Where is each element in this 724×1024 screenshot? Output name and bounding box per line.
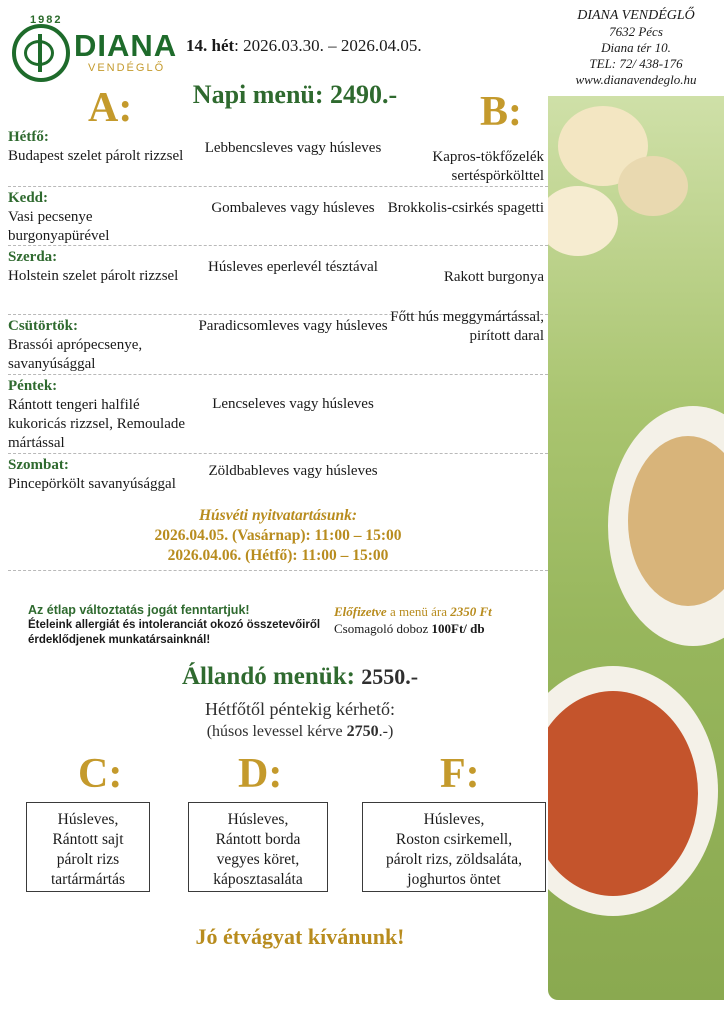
day-row [8,309,548,375]
menu-label-a: A: [88,85,133,131]
weekdays-note: Hétfőtől péntekig kérhető: [205,699,395,719]
soupnote-post: .-) [378,723,394,740]
diana-logo [12,14,178,78]
subscribed-price: 2350 Ft [450,604,492,619]
menu-item: joghurtos öntet [407,871,501,888]
logo-sub: VENDÉGLŐ [88,62,166,74]
contact-phone: TEL: 72/ 438-176 [589,56,683,71]
easter-line: 2026.04.06. (Hétfő): 11:00 – 15:00 [167,547,389,564]
menu-a-dish: Rántott tengeri halfilé kukoricás rizzsel, Remoulade mártással [8,397,186,451]
menu-a-dish: Brassói aprópecsenye, savanyúsággal [8,337,143,372]
menu-item: Rántott borda [215,831,301,848]
day-name: Szerda: [8,249,58,265]
logo-year: 1982 [30,14,63,26]
day-row [8,375,548,454]
rights-note: Az étlap változtatás jogát fenntartjuk! [28,603,250,617]
closing-message: Jó étvágyat kívánunk! [195,924,405,949]
menu-label-b: B: [480,89,522,135]
subscribed-label: Előfizetve [334,604,387,619]
box-price: 100Ft/ db [431,621,485,636]
day-name: Kedd: [8,190,49,206]
notes-right [334,603,554,637]
box-note [334,620,554,637]
day-row [8,246,548,315]
menu-b-dish: Főtt hús meggymártással, pirított daral [390,309,544,344]
menu-b-dish: Rakott burgonya [443,269,544,285]
allando-title [100,663,500,691]
easter-line: 2026.04.05. (Vasárnap): 11:00 – 15:00 [154,527,402,544]
day-name: Szombat: [8,457,69,473]
subscribed-text: a menü ára [386,604,451,619]
logo-brand: DIANA [74,28,178,63]
menu-item: káposztasaláta [213,871,303,888]
contact-name: DIANA VENDÉGLŐ [577,8,695,23]
menu-label-d: D: [238,751,283,797]
day-name: Péntek: [8,378,58,394]
notes-left [28,603,348,648]
menu-item: Húsleves, [57,811,119,828]
day-name: Csütörtök: [8,318,78,334]
menu-a-dish: Holstein szelet párolt rizzsel [8,268,179,284]
day-row [8,126,548,187]
napi-menu-title: Napi menü: 2490.- [192,80,398,109]
fixed-menu-d [188,802,328,892]
week-range: : 2026.03.30. – 2026.04.05. [234,36,422,55]
menu-item: vegyes köret, [216,851,300,868]
week-info [186,36,422,56]
daily-menu-table [8,126,548,511]
soupnote-price: 2750 [346,723,379,740]
fixed-menu-f [362,802,546,892]
contact-web[interactable]: www.dianavendeglo.hu [575,72,697,87]
menu-b-dish: Brokkolis-csirkés spagetti [387,200,544,216]
day-name: Hétfő: [8,129,49,145]
menu-a-dish: Budapest szelet párolt rizzsel [8,148,184,164]
allando-price: 2550.- [361,664,419,689]
allergy-note: Ételeink allergiát és intoleranciát okozó összetevőiről érdeklődjenek munkatársainknál! [28,619,321,646]
day-row [8,454,548,511]
subscription-note [334,603,554,620]
menu-item: Húsleves, [227,811,289,828]
soupnote-pre: (húsos levessel kérve [206,723,347,740]
soup: Paradicsomleves vagy húsleves [198,318,388,334]
food-photo [548,96,724,1000]
week-label: 14. hét [186,36,235,55]
menu-item: Rántott sajt [52,831,124,848]
menu-label-c: C: [78,751,123,797]
menu-item: Húsleves, [423,811,485,828]
easter-title: Húsvéti nyitvatartásunk: [198,507,358,524]
fixed-menu-c [26,802,150,892]
menu-b-dish: Kapros-tökfőzelék sertéspörkölttel [432,149,544,184]
soup: Lebbencsleves vagy húsleves [204,140,382,156]
easter-hours [8,506,548,571]
menu-item: párolt rizs [56,851,120,868]
logo-mark-icon [12,24,70,82]
menu-a-dish: Pincepörkölt savanyúsággal [8,476,176,492]
day-row [8,187,548,246]
contact-city: 7632 Pécs [609,24,663,39]
menu-a-dish: Vasi pecsenye burgonyapürével [8,209,110,244]
soup: Húsleves eperlevél tésztával [208,259,378,275]
menu-item: Roston csirkemell, [395,831,513,848]
soup: Gombaleves vagy húsleves [211,200,375,216]
contact-block [548,8,724,88]
menu-label-f: F: [440,751,480,797]
menu-item: párolt rizs, zöldsaláta, [385,851,522,868]
allando-label: Állandó menük: [181,663,355,690]
soup: Zöldbableves vagy húsleves [208,463,378,479]
soup-surcharge-note [100,723,500,741]
menu-item: tartármártás [50,871,125,888]
contact-address: Diana tér 10. [601,40,671,55]
box-text: Csomagoló doboz [334,621,432,636]
soup: Lencseleves vagy húsleves [212,396,374,412]
